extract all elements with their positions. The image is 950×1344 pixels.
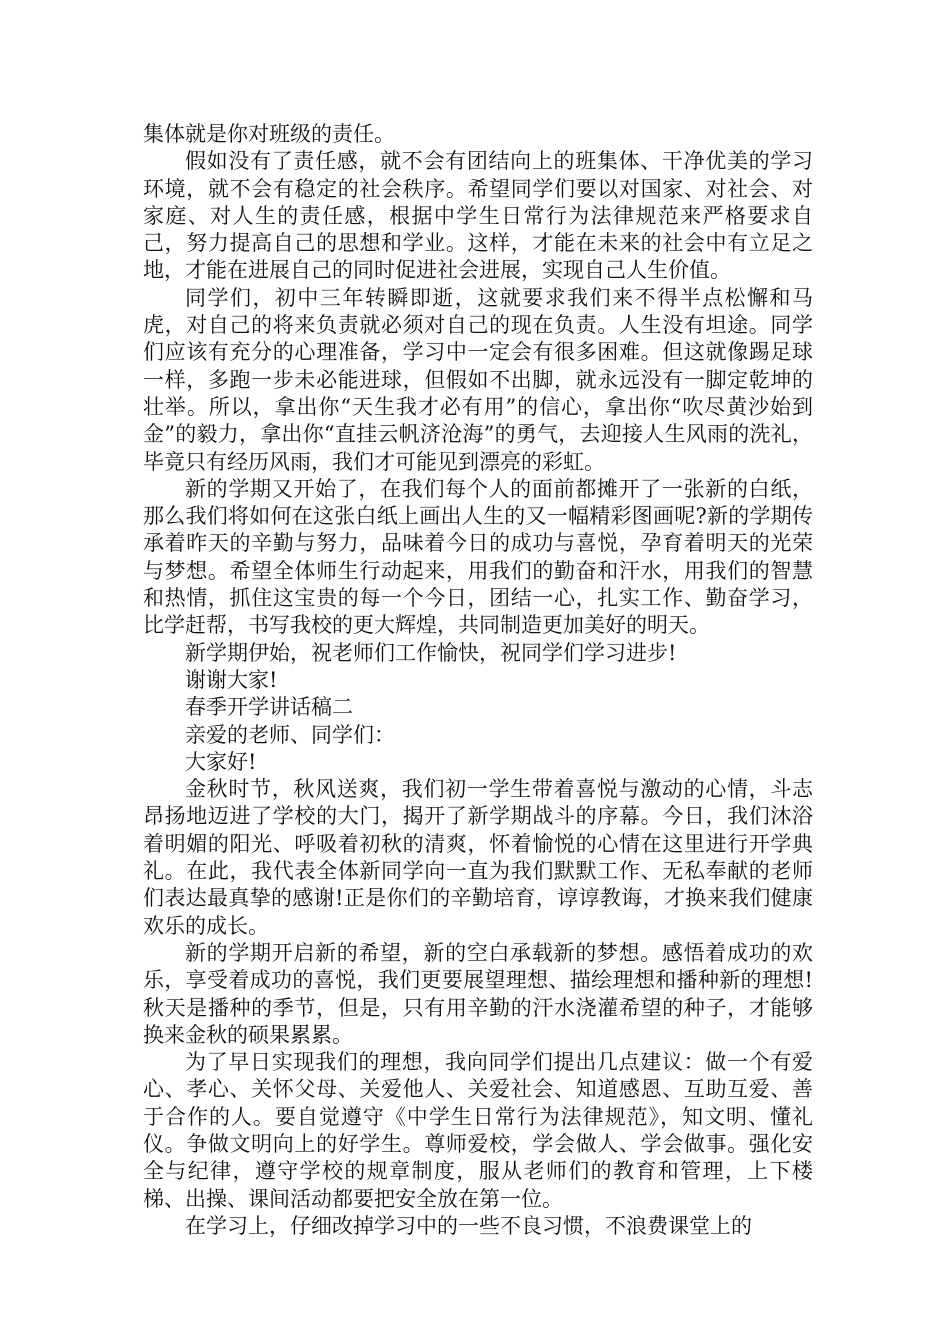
- paragraph: 集体就是你对班级的责任。: [143, 122, 395, 146]
- paragraph: 假如没有了责任感，就不会有团结向上的班集体、干净优美的学习环境，就不会有稳定的社会秩序。希望同学们要以对国家、对社会、对家庭、对人生的责任感，根据中学生日常行为法律规范来严格要求自己，努力提高自己的思想和学业。这样，才能在未来的社会中有立足之地，才能在进展自己的同时促进社会进展，实现自己人生价值。: [143, 149, 813, 283]
- closing-thanks: 谢谢大家!: [185, 667, 278, 692]
- paragraph: 同学们，初中三年转瞬即逝，这就要求我们来不得半点松懈和马虎，对自己的将来负责就必须对自己的现在负责。人生没有坦途。同学们应该有充分的心理准备，学习中一定会有很多困难。但这就像踢足球一样，多跑一步未必能进球，但假如不出脚，就永远没有一脚定乾坤的壮举。所以，拿出你“天生我才必有用”的信心，拿出你“吹尽黄沙始到金”的毅力，拿出你“直挂云帆济沧海”的勇气，去迎接人生风雨的洗礼，毕竟只有经历风雨，我们才可能见到漂亮的彩虹。: [143, 285, 813, 474]
- closing-line: 新学期伊始，祝老师们工作愉快，祝同学们学习进步!: [185, 640, 677, 665]
- paragraph: 为了早日实现我们的理想，我向同学们提出几点建议：做一个有爱心、孝心、关怀父母、关爱他人、关爱社会、知道感恩、互助互爱、善于合作的人。要自觉遵守《中学生日常行为法律规范》，知文明、懂礼仪。争做文明向上的好学生。尊师爱校，学会做人、学会做事。强化安全与纪律，遵守学校的规章制度，服从老师们的教育和管理，上下楼梯、出操、课间活动都要把安全放在第一位。: [143, 1050, 813, 1211]
- greeting: 大家好!: [185, 749, 257, 774]
- salutation: 亲爱的老师、同学们：: [185, 722, 395, 747]
- section-title: 春季开学讲话稿二: [185, 695, 353, 720]
- paragraph: 在学习上，仔细改掉学习中的一些不良习惯，不浪费课堂上的: [185, 1213, 752, 1238]
- document-body: [143, 121, 813, 1240]
- paragraph: 新的学期又开始了，在我们每个人的面前都摊开了一张新的白纸，那么我们将如何在这张白纸上画出人生的又一幅精彩图画呢?新的学期传承着昨天的辛勤与努力，品味着今日的成功与喜悦，孕育着明天的光荣与梦想。希望全体师生行动起来，用我们的勤奋和汗水，用我们的智慧和热情，抓住这宝贵的每一个今日，团结一心，扎实工作、勤奋学习，比学赶帮，书写我校的更大辉煌，共同制造更加美好的明天。: [143, 476, 813, 638]
- paragraph: 金秋时节，秋风送爽，我们初一学生带着喜悦与激动的心情，斗志昂扬地迈进了学校的大门，揭开了新学期战斗的序幕。今日，我们沐浴着明媚的阳光、呼吸着初秋的清爽，怀着愉悦的心情在这里进行开学典礼。在此，我代表全体新同学向一直为我们默默工作、无私奉献的老师们表达最真挚的感谢!正是你们的辛勤培育，谆谆教诲，才换来我们健康欢乐的成长。: [143, 777, 813, 938]
- paragraph: 新的学期开启新的希望，新的空白承载新的梦想。感悟着成功的欢乐，享受着成功的喜悦，我们更要展望理想、描绘理想和播种新的理想!秋天是播种的季节，但是，只有用辛勤的汗水浇灌希望的种子，才能够换来金秋的硕果累累。: [143, 940, 813, 1047]
